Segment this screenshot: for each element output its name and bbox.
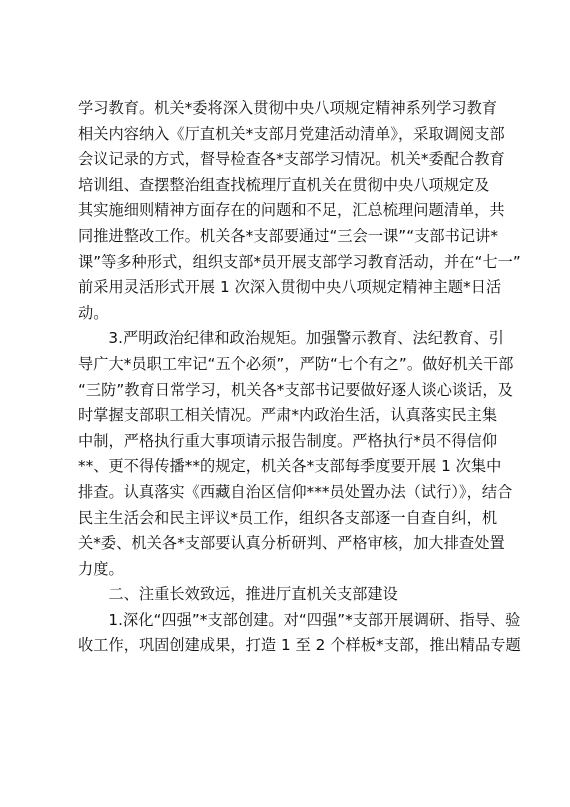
text-line: 前采用灵活形式开展 1 次深入贯彻中央八项规定精神主题*日活 [78, 278, 502, 297]
text-line: 会议记录的方式，督导检查各*支部学习情况。机关*委配合教育 [78, 150, 505, 169]
text-line: 课”等多种形式，组织支部*员开展支部学习教育活动，并在“七一” [78, 252, 521, 271]
text-line: 力度。 [78, 559, 124, 578]
text-line: 导广大*员职工牢记“五个必须”，严防“七个有之”。做好机关干部 [78, 354, 514, 373]
paragraph-four-strong [78, 608, 521, 659]
text-line: 相关内容纳入《厅直机关*支部月党建活动清单》，采取调阅支部 [78, 124, 505, 143]
text-line: 中制，严格执行重大事项请示报告制度。严格执行*员不得信仰 [78, 431, 498, 450]
section-heading [78, 582, 498, 608]
text-line: 其实施细则精神方面存在的问题和不足，汇总梳理问题清单，共 [78, 201, 505, 220]
document-body [78, 96, 521, 659]
text-line: 培训组、查摆整治组查找梳理厅直机关在贯彻中央八项规定及 [78, 175, 490, 194]
text-line: 3.严明政治纪律和政治规矩。加强警示教育、法纪教育、引 [108, 329, 504, 348]
text-line: 同推进整改工作。机关各*支部要通过“三会一课”“支部书记讲* [78, 226, 498, 245]
text-line: 动。 [78, 303, 109, 322]
text-line: 收工作，巩固创建成果，打造 1 至 2 个样板*支部，推出精品专题 [78, 636, 521, 655]
section-heading-text: 二、注重长效致远，推进厅直机关支部建设 [108, 585, 398, 604]
text-line: **、更不得传播**的规定，机关各*支部每季度要开展 1 次集中 [78, 457, 502, 476]
text-line: 关*委、机关各*支部要认真分析研判、严格审核，加大排查处置 [78, 534, 505, 553]
text-line: 排查。认真落实《西藏自治区信仰***员处置办法（试行）》，结合 [78, 482, 513, 501]
text-line: 民主生活会和民主评议*员工作，组织各支部逐一自查自纠，机 [78, 508, 498, 527]
paragraph-study-education [78, 96, 521, 326]
text-line: 学习教育。机关*委将深入贯彻中央八项规定精神系列学习教育 [78, 99, 498, 117]
text-line: 1.深化“四强”*支部创建。对“四强”*支部开展调研、指导、验 [108, 610, 521, 629]
text-line: 时掌握支部职工相关情况。严肃*内政治生活，认真落实民主集 [78, 406, 498, 425]
paragraph-political-discipline [78, 326, 514, 582]
text-line: “三防”教育日常学习，机关各*支部书记要做好逐人谈心谈话，及 [78, 380, 513, 399]
